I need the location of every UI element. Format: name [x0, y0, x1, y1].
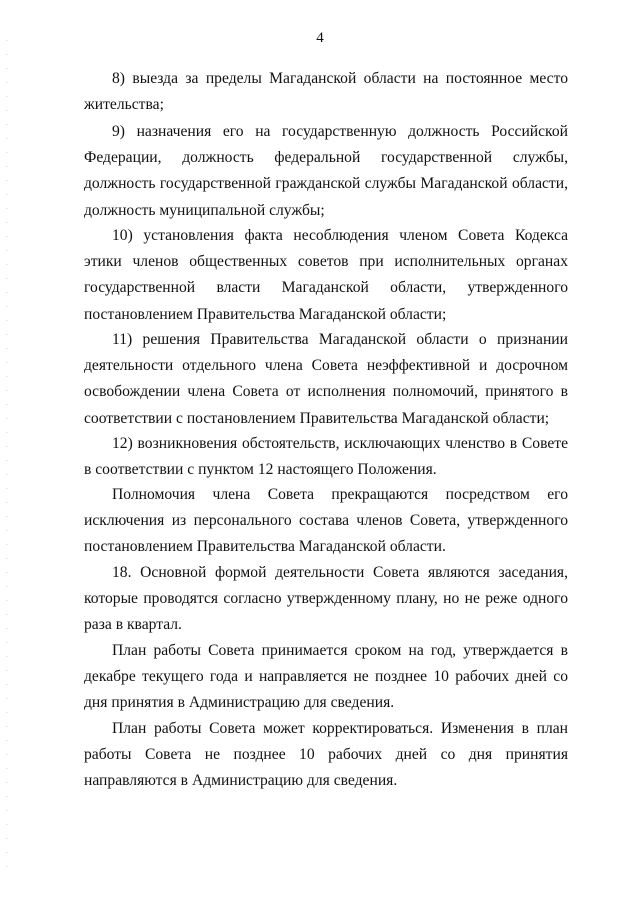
paragraph-item-10: 10) установления факта несоблюдения членом Совета Кодекса этики членов общественных советов при исполнительных органах государственной власти Магаданской области, утвержденного постановлением Правительства Магаданской области;	[84, 227, 568, 323]
paragraph-work-plan: План работы Совета принимается сроком на год, утверждается в декабре текущего года и направляется не позднее 10 рабочих дней со дня принятия в Администрацию для сведения.	[84, 642, 568, 712]
page-number: 4	[316, 30, 324, 46]
paragraph-plan-correction: План работы Совета может корректироваться. Изменения в план работы Совета не позднее 10 рабочих дней со дня принятия направляются в Администрацию для сведения.	[84, 720, 568, 790]
paragraph-item-12: 12) возникновения обстоятельств, исключающих членство в Совете в соответствии с пунктом 12 настоящего Положения.	[84, 435, 568, 479]
paragraph-termination: Полномочия члена Совета прекращаются посредством его исключения из персонального состава членов Совета, утвержденного постановлением Правительства Магаданской области.	[84, 486, 568, 556]
paragraph-section-18: 18. Основной формой деятельности Совета являются заседания, которые проводятся согласно утвержденному плану, но не реже одного раза в квартал.	[84, 564, 568, 634]
paragraph-item-8: 8) выезда за пределы Магаданской области на постоянное место жительства;	[84, 70, 568, 114]
paragraph-item-11: 11) решения Правительства Магаданской области о признании деятельности отдельного члена Совета неэффективной и досрочном освобождении члена Совета от исполнения полномочий, принятого в соответствии с постановлением Правительства Магаданской области;	[84, 331, 568, 427]
scan-margin-artifact	[6, 40, 8, 880]
paragraph-item-9: 9) назначения его на государственную должность Российской Федерации, должность федеральной государственной службы, должность государственной гражданской службы Магаданской области, должность муниципальной службы;	[84, 123, 568, 219]
